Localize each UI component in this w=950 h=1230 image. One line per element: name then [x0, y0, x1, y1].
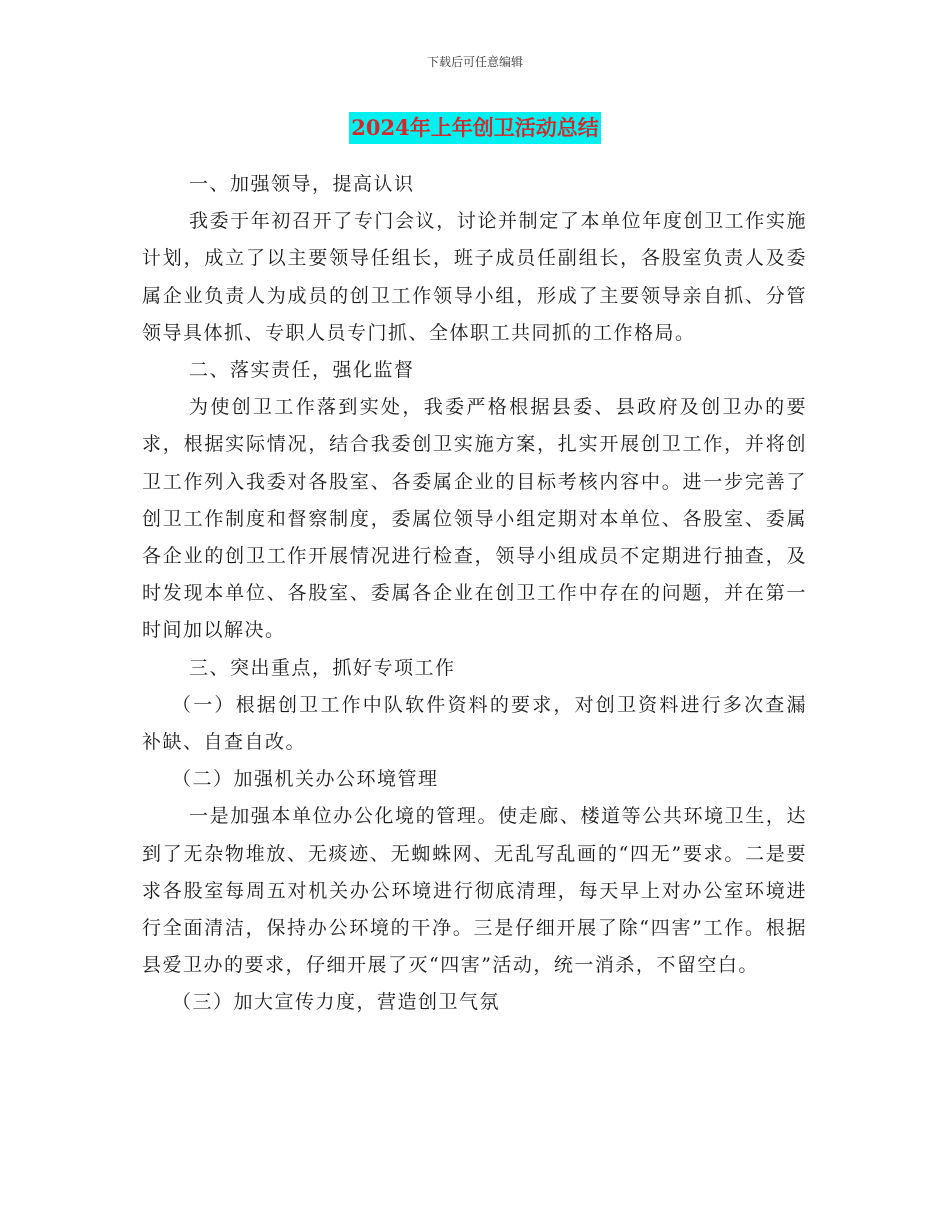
header-note: 下载后可任意编辑 [426, 55, 523, 69]
section-heading-1: 一、加强领导，提高认识 [189, 173, 415, 195]
paragraph-2: 为使创卫工作落到实处，我委严格根据县委、县政府及创卫办的要求，根据实际情况，结合我委创卫实施方案，扎实开展创卫工作，并将创卫工作列入我委对各股室、各委属企业的目标考核内容中。进一步完善了创卫工作制度和督察制度，委属位领导小组定期对本单位、各股室、委属各企业的创卫工作开展情况进行检查，领导小组成员不定期进行抽查，及时发现本单位、各股室、委属各企业在创卫工作中存在的问题，并在第一时间加以解决。 [142, 396, 807, 642]
paragraph-3: 一是加强本单位办公化境的管理。使走廊、楼道等公共环境卫生，达到了无杂物堆放、无痰迹、无蜘蛛网、无乱写乱画的“四无”要求。二是要求各股室每周五对机关办公环境进行彻底清理，每天早上对办公室环境进行全面清洁，保持办公环境的干净。三是仔细开展了除“四害”工作。根据县爱卫办的要求，仔细开展了灭“四害”活动，统一消杀，不留空白。 [142, 805, 807, 977]
document-body [142, 166, 807, 1022]
paragraph-1: 我委于年初召开了专门会议，讨论并制定了本单位年度创卫工作实施计划，成立了以主要领导任组长，班子成员任副组长，各股室负责人及委属企业负责人为成员的创卫工作领导小组，形成了主要领导亲自抓、分管领导具体抓、专职人员专门抓、全体职工共同抓的工作格局。 [142, 210, 807, 344]
subsection-1: （一）根据创卫工作中队软件资料的要求，对创卫资料进行多次查漏补缺、自查自改。 [142, 693, 807, 754]
section-heading-3: 三、突出重点，抓好专项工作 [189, 656, 456, 679]
title-container [0, 112, 950, 144]
document-title: 2024年上年创卫活动总结 [349, 112, 600, 144]
subsection-heading-2: （二）加强机关办公环境管理 [172, 768, 439, 791]
section-heading-2: 二、落实责任，强化监督 [189, 359, 415, 382]
subsection-heading-3: （三）加大宣传力度，营造创卫气氛 [172, 991, 501, 1014]
